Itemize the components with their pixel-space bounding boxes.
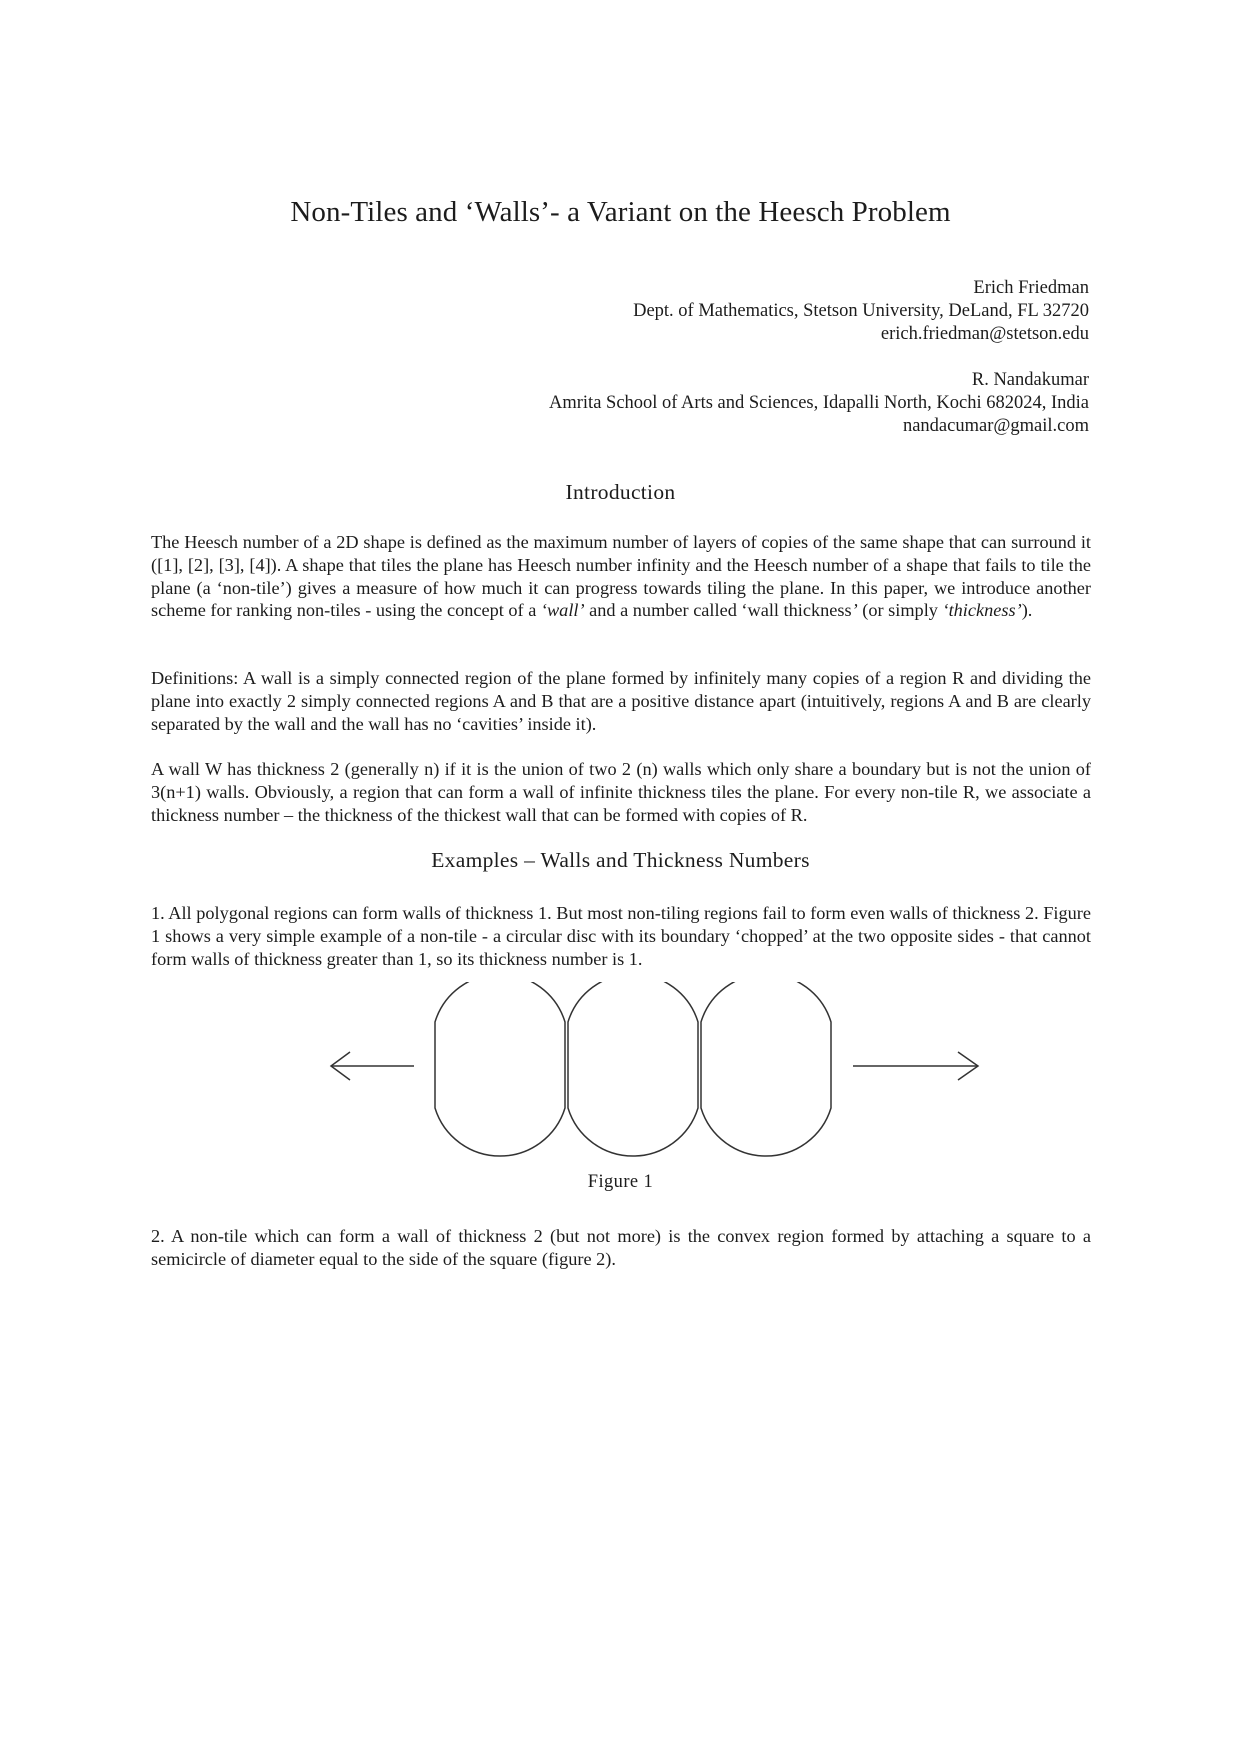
author-list	[549, 277, 1089, 461]
text-run: ).	[1021, 600, 1033, 621]
chopped-disc	[568, 982, 698, 1156]
quote-mark: ’	[851, 600, 858, 621]
author-block	[549, 277, 1089, 346]
author-affiliation: Dept. of Mathematics, Stetson University, DeLand, FL 32720	[633, 301, 1089, 321]
introduction-heading: Introduction	[565, 480, 676, 504]
wall-thickness-term: ‘wall thickness	[741, 600, 852, 621]
introduction-paragraph-1	[151, 531, 1091, 622]
figure-1-caption: Figure 1	[587, 1172, 654, 1192]
thickness-paragraph: A wall W has thickness 2 (generally n) if it is the union of two 2 (n) walls which only share a boundary but is not the union of 3(n+1) walls. Obviously, a region that can form a wall of infinite thickness tiles the plane. For every non-tile R, we associate a thickness number – the thickness of the thickest wall that can be formed with copies of R.	[151, 759, 1091, 825]
figure-1	[0, 982, 1241, 1162]
author-name: Erich Friedman	[973, 278, 1089, 298]
text-run: The Heesch number of a 2D shape is defined as the maximum number of layers of copies of the same shape that can surround it ([1], [2], [3], [4]). A shape that tiles the plane has Heesch number infinity and the Heesch number of a shape that fails to tile the plane (a ‘non-tile’) gives a measure of how much it can progress towards tiling the plane. In this paper, we introduce another scheme for ranking non-tiles - using the concept of a	[151, 532, 1091, 621]
author-email: erich.friedman@stetson.edu	[880, 324, 1089, 344]
text-run: and a number called	[584, 600, 742, 621]
example-1-paragraph: 1. All polygonal regions can form walls of thickness 1. But most non-tiling regions fail to form even walls of thickness 2. Figure 1 shows a very simple example of a non-tile - a circular disc with its boundary ‘chopped’ at the two opposite sides - that cannot form walls of thickness greater than 1, so its thickness number is 1.	[151, 903, 1091, 969]
figure-1-strokes	[331, 982, 978, 1156]
author-affiliation: Amrita School of Arts and Sciences, Idapalli North, Kochi 682024, India	[549, 393, 1089, 413]
author-email: nandacumar@gmail.com	[902, 416, 1089, 436]
chopped-disc	[435, 982, 565, 1156]
examples-heading: Examples – Walls and Thickness Numbers	[431, 848, 810, 872]
thickness-term: ‘thickness’	[942, 600, 1022, 621]
author-name: R. Nandakumar	[971, 370, 1089, 390]
wall-term: ‘wall’	[540, 600, 585, 621]
definitions-paragraph: Definitions: A wall is a simply connected region of the plane formed by infinitely many copies of a region R and dividing the plane into exactly 2 simply connected regions A and B that are a positive distance apart (intuitively, regions A and B are clearly separated by the wall and the wall has no ‘cavities’ inside it).	[151, 668, 1091, 734]
paper-title: Non-Tiles and ‘Walls’- a Variant on the Heesch Problem	[290, 196, 951, 228]
example-2-paragraph: 2. A non-tile which can form a wall of thickness 2 (but not more) is the convex region formed by attaching a square to a semicircle of diameter equal to the side of the square (figure 2).	[151, 1226, 1091, 1269]
author-block	[549, 369, 1089, 438]
text-run: (or simply	[857, 600, 943, 621]
figure-1-drawing	[0, 982, 1241, 1162]
chopped-disc	[701, 982, 831, 1156]
